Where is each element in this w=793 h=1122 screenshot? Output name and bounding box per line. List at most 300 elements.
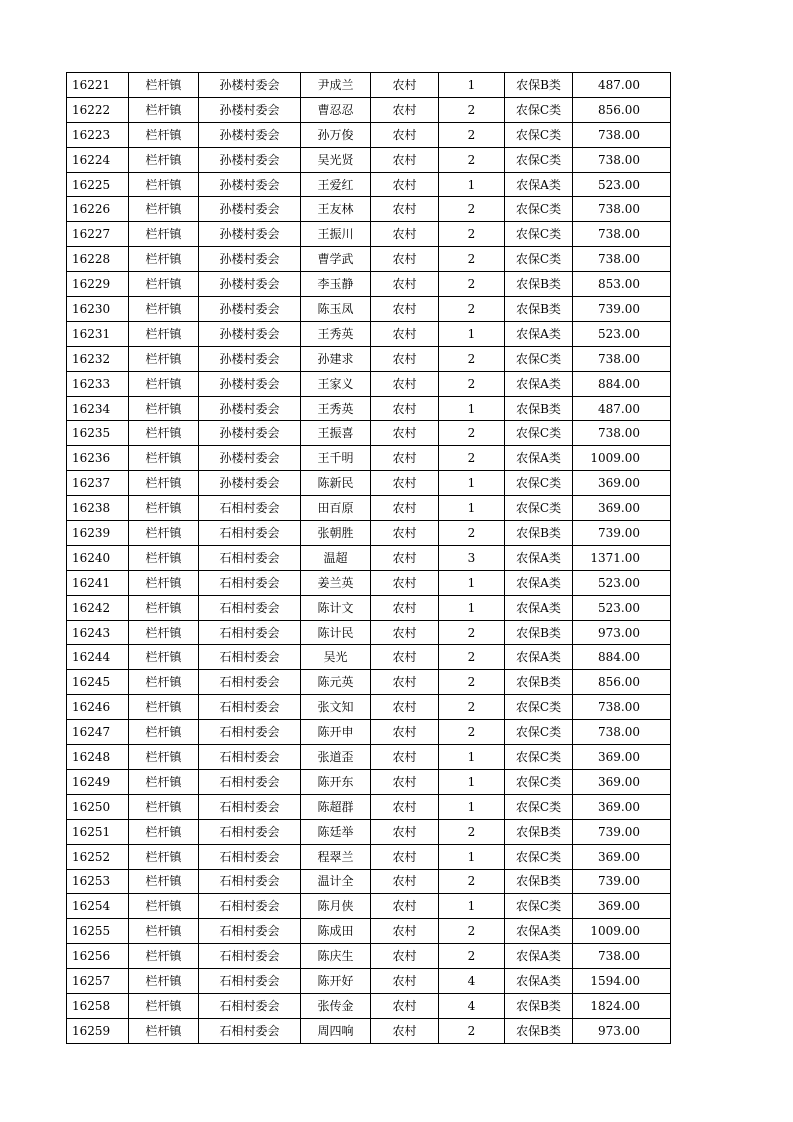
area-type-cell: 农村 [371, 172, 439, 197]
household-count-cell: 1 [439, 844, 505, 869]
household-count-cell: 1 [439, 321, 505, 346]
village-committee-cell: 孙楼村委会 [199, 197, 301, 222]
insurance-category-cell: 农保C类 [505, 769, 573, 794]
village-committee-cell: 孙楼村委会 [199, 272, 301, 297]
area-type-cell: 农村 [371, 421, 439, 446]
amount-cell: 369.00 [573, 496, 671, 521]
village-committee-cell: 石相村委会 [199, 844, 301, 869]
record-id-cell: 16228 [67, 247, 129, 272]
table-row [67, 297, 671, 322]
village-committee-cell: 孙楼村委会 [199, 147, 301, 172]
household-count-cell: 2 [439, 297, 505, 322]
village-committee-cell: 孙楼村委会 [199, 421, 301, 446]
insurance-category-cell: 农保C类 [505, 794, 573, 819]
name-cell: 温计全 [301, 869, 371, 894]
amount-cell: 973.00 [573, 620, 671, 645]
village-committee-cell: 孙楼村委会 [199, 321, 301, 346]
table-row [67, 869, 671, 894]
record-id-cell: 16252 [67, 844, 129, 869]
area-type-cell: 农村 [371, 944, 439, 969]
record-id-cell: 16244 [67, 645, 129, 670]
record-id-cell: 16251 [67, 819, 129, 844]
area-type-cell: 农村 [371, 396, 439, 421]
area-type-cell: 农村 [371, 844, 439, 869]
record-id-cell: 16242 [67, 595, 129, 620]
record-id-cell: 16236 [67, 446, 129, 471]
household-count-cell: 1 [439, 894, 505, 919]
amount-cell: 369.00 [573, 769, 671, 794]
insurance-category-cell: 农保B类 [505, 670, 573, 695]
town-cell: 栏杆镇 [129, 720, 199, 745]
town-cell: 栏杆镇 [129, 595, 199, 620]
name-cell: 程翠兰 [301, 844, 371, 869]
household-count-cell: 1 [439, 471, 505, 496]
records-table [66, 72, 671, 1044]
name-cell: 陈成田 [301, 919, 371, 944]
amount-cell: 738.00 [573, 695, 671, 720]
area-type-cell: 农村 [371, 545, 439, 570]
household-count-cell: 2 [439, 247, 505, 272]
town-cell: 栏杆镇 [129, 819, 199, 844]
area-type-cell: 农村 [371, 122, 439, 147]
town-cell: 栏杆镇 [129, 371, 199, 396]
table-row [67, 645, 671, 670]
name-cell: 吴光贤 [301, 147, 371, 172]
area-type-cell: 农村 [371, 595, 439, 620]
town-cell: 栏杆镇 [129, 197, 199, 222]
table-row [67, 819, 671, 844]
name-cell: 陈庆生 [301, 944, 371, 969]
household-count-cell: 2 [439, 919, 505, 944]
household-count-cell: 2 [439, 197, 505, 222]
village-committee-cell: 石相村委会 [199, 496, 301, 521]
name-cell: 张道歪 [301, 745, 371, 770]
town-cell: 栏杆镇 [129, 297, 199, 322]
village-committee-cell: 石相村委会 [199, 969, 301, 994]
name-cell: 陈廷举 [301, 819, 371, 844]
insurance-category-cell: 农保A类 [505, 969, 573, 994]
village-committee-cell: 石相村委会 [199, 695, 301, 720]
household-count-cell: 2 [439, 944, 505, 969]
household-count-cell: 1 [439, 496, 505, 521]
record-id-cell: 16226 [67, 197, 129, 222]
village-committee-cell: 石相村委会 [199, 869, 301, 894]
table-row [67, 421, 671, 446]
area-type-cell: 农村 [371, 570, 439, 595]
town-cell: 栏杆镇 [129, 222, 199, 247]
name-cell: 张朝胜 [301, 521, 371, 546]
name-cell: 张传金 [301, 993, 371, 1018]
household-count-cell: 1 [439, 570, 505, 595]
area-type-cell: 农村 [371, 969, 439, 994]
area-type-cell: 农村 [371, 496, 439, 521]
record-id-cell: 16232 [67, 346, 129, 371]
town-cell: 栏杆镇 [129, 745, 199, 770]
record-id-cell: 16257 [67, 969, 129, 994]
table-row [67, 695, 671, 720]
table-row [67, 197, 671, 222]
record-id-cell: 16246 [67, 695, 129, 720]
village-committee-cell: 石相村委会 [199, 720, 301, 745]
village-committee-cell: 孙楼村委会 [199, 446, 301, 471]
name-cell: 陈计文 [301, 595, 371, 620]
table-row [67, 545, 671, 570]
town-cell: 栏杆镇 [129, 645, 199, 670]
table-row [67, 595, 671, 620]
area-type-cell: 农村 [371, 272, 439, 297]
record-id-cell: 16235 [67, 421, 129, 446]
table-row [67, 122, 671, 147]
household-count-cell: 2 [439, 446, 505, 471]
area-type-cell: 农村 [371, 869, 439, 894]
insurance-category-cell: 农保A类 [505, 919, 573, 944]
village-committee-cell: 孙楼村委会 [199, 471, 301, 496]
insurance-category-cell: 农保C类 [505, 346, 573, 371]
household-count-cell: 2 [439, 122, 505, 147]
insurance-category-cell: 农保B类 [505, 73, 573, 98]
village-committee-cell: 孙楼村委会 [199, 346, 301, 371]
record-id-cell: 16253 [67, 869, 129, 894]
record-id-cell: 16258 [67, 993, 129, 1018]
village-committee-cell: 石相村委会 [199, 794, 301, 819]
household-count-cell: 1 [439, 794, 505, 819]
amount-cell: 738.00 [573, 421, 671, 446]
area-type-cell: 农村 [371, 819, 439, 844]
town-cell: 栏杆镇 [129, 396, 199, 421]
record-id-cell: 16238 [67, 496, 129, 521]
amount-cell: 1009.00 [573, 919, 671, 944]
household-count-cell: 2 [439, 421, 505, 446]
insurance-category-cell: 农保C类 [505, 844, 573, 869]
household-count-cell: 2 [439, 1018, 505, 1043]
amount-cell: 523.00 [573, 595, 671, 620]
name-cell: 陈月侠 [301, 894, 371, 919]
insurance-category-cell: 农保C类 [505, 894, 573, 919]
insurance-category-cell: 农保A类 [505, 545, 573, 570]
town-cell: 栏杆镇 [129, 73, 199, 98]
amount-cell: 739.00 [573, 869, 671, 894]
amount-cell: 738.00 [573, 944, 671, 969]
village-committee-cell: 石相村委会 [199, 769, 301, 794]
town-cell: 栏杆镇 [129, 321, 199, 346]
name-cell: 陈计民 [301, 620, 371, 645]
town-cell: 栏杆镇 [129, 670, 199, 695]
table-row [67, 769, 671, 794]
table-row [67, 321, 671, 346]
record-id-cell: 16243 [67, 620, 129, 645]
record-id-cell: 16223 [67, 122, 129, 147]
village-committee-cell: 石相村委会 [199, 595, 301, 620]
town-cell: 栏杆镇 [129, 769, 199, 794]
name-cell: 陈元英 [301, 670, 371, 695]
table-row [67, 97, 671, 122]
record-id-cell: 16256 [67, 944, 129, 969]
name-cell: 张文知 [301, 695, 371, 720]
insurance-category-cell: 农保C类 [505, 247, 573, 272]
name-cell: 李玉静 [301, 272, 371, 297]
table-row [67, 396, 671, 421]
household-count-cell: 4 [439, 993, 505, 1018]
name-cell: 王秀英 [301, 396, 371, 421]
table-row [67, 620, 671, 645]
name-cell: 尹成兰 [301, 73, 371, 98]
name-cell: 吴光 [301, 645, 371, 670]
amount-cell: 739.00 [573, 521, 671, 546]
name-cell: 孙万俊 [301, 122, 371, 147]
record-id-cell: 16231 [67, 321, 129, 346]
insurance-category-cell: 农保C类 [505, 745, 573, 770]
name-cell: 王家义 [301, 371, 371, 396]
town-cell: 栏杆镇 [129, 471, 199, 496]
name-cell: 陈超群 [301, 794, 371, 819]
village-committee-cell: 石相村委会 [199, 545, 301, 570]
area-type-cell: 农村 [371, 645, 439, 670]
amount-cell: 1824.00 [573, 993, 671, 1018]
table-row [67, 147, 671, 172]
town-cell: 栏杆镇 [129, 844, 199, 869]
name-cell: 王友林 [301, 197, 371, 222]
town-cell: 栏杆镇 [129, 97, 199, 122]
insurance-category-cell: 农保B类 [505, 396, 573, 421]
name-cell: 王千明 [301, 446, 371, 471]
record-id-cell: 16225 [67, 172, 129, 197]
town-cell: 栏杆镇 [129, 919, 199, 944]
insurance-category-cell: 农保C类 [505, 471, 573, 496]
name-cell: 王爱红 [301, 172, 371, 197]
record-id-cell: 16259 [67, 1018, 129, 1043]
area-type-cell: 农村 [371, 321, 439, 346]
household-count-cell: 2 [439, 371, 505, 396]
amount-cell: 1009.00 [573, 446, 671, 471]
amount-cell: 1594.00 [573, 969, 671, 994]
table-row [67, 371, 671, 396]
insurance-category-cell: 农保B类 [505, 297, 573, 322]
area-type-cell: 农村 [371, 222, 439, 247]
insurance-category-cell: 农保A类 [505, 645, 573, 670]
record-id-cell: 16255 [67, 919, 129, 944]
town-cell: 栏杆镇 [129, 496, 199, 521]
village-committee-cell: 孙楼村委会 [199, 73, 301, 98]
amount-cell: 523.00 [573, 172, 671, 197]
table-row [67, 670, 671, 695]
name-cell: 陈新民 [301, 471, 371, 496]
amount-cell: 739.00 [573, 819, 671, 844]
table-row [67, 894, 671, 919]
amount-cell: 739.00 [573, 297, 671, 322]
amount-cell: 884.00 [573, 645, 671, 670]
amount-cell: 369.00 [573, 844, 671, 869]
amount-cell: 369.00 [573, 471, 671, 496]
village-committee-cell: 孙楼村委会 [199, 122, 301, 147]
village-committee-cell: 孙楼村委会 [199, 97, 301, 122]
table-row [67, 720, 671, 745]
table-row [67, 446, 671, 471]
area-type-cell: 农村 [371, 670, 439, 695]
record-id-cell: 16227 [67, 222, 129, 247]
village-committee-cell: 孙楼村委会 [199, 222, 301, 247]
table-row [67, 969, 671, 994]
village-committee-cell: 石相村委会 [199, 1018, 301, 1043]
name-cell: 陈开东 [301, 769, 371, 794]
area-type-cell: 农村 [371, 620, 439, 645]
household-count-cell: 2 [439, 272, 505, 297]
town-cell: 栏杆镇 [129, 695, 199, 720]
household-count-cell: 1 [439, 595, 505, 620]
town-cell: 栏杆镇 [129, 247, 199, 272]
insurance-category-cell: 农保A类 [505, 570, 573, 595]
insurance-category-cell: 农保C类 [505, 222, 573, 247]
village-committee-cell: 石相村委会 [199, 819, 301, 844]
name-cell: 姜兰英 [301, 570, 371, 595]
records-table-body [67, 73, 671, 1044]
record-id-cell: 16245 [67, 670, 129, 695]
table-row [67, 496, 671, 521]
village-committee-cell: 孙楼村委会 [199, 396, 301, 421]
household-count-cell: 3 [439, 545, 505, 570]
amount-cell: 738.00 [573, 122, 671, 147]
amount-cell: 738.00 [573, 147, 671, 172]
household-count-cell: 2 [439, 695, 505, 720]
insurance-category-cell: 农保A类 [505, 172, 573, 197]
insurance-category-cell: 农保C类 [505, 97, 573, 122]
household-count-cell: 1 [439, 73, 505, 98]
amount-cell: 738.00 [573, 346, 671, 371]
area-type-cell: 农村 [371, 247, 439, 272]
name-cell: 田百原 [301, 496, 371, 521]
amount-cell: 738.00 [573, 222, 671, 247]
name-cell: 曹忍忍 [301, 97, 371, 122]
insurance-category-cell: 农保B类 [505, 620, 573, 645]
amount-cell: 738.00 [573, 247, 671, 272]
area-type-cell: 农村 [371, 147, 439, 172]
amount-cell: 369.00 [573, 745, 671, 770]
town-cell: 栏杆镇 [129, 346, 199, 371]
insurance-category-cell: 农保C类 [505, 496, 573, 521]
insurance-category-cell: 农保B类 [505, 1018, 573, 1043]
area-type-cell: 农村 [371, 97, 439, 122]
household-count-cell: 2 [439, 869, 505, 894]
town-cell: 栏杆镇 [129, 147, 199, 172]
village-committee-cell: 孙楼村委会 [199, 247, 301, 272]
record-id-cell: 16250 [67, 794, 129, 819]
town-cell: 栏杆镇 [129, 993, 199, 1018]
insurance-category-cell: 农保B类 [505, 521, 573, 546]
table-row [67, 272, 671, 297]
amount-cell: 1371.00 [573, 545, 671, 570]
household-count-cell: 2 [439, 670, 505, 695]
record-id-cell: 16230 [67, 297, 129, 322]
area-type-cell: 农村 [371, 1018, 439, 1043]
town-cell: 栏杆镇 [129, 969, 199, 994]
insurance-category-cell: 农保C类 [505, 147, 573, 172]
table-row [67, 745, 671, 770]
village-committee-cell: 石相村委会 [199, 894, 301, 919]
insurance-category-cell: 农保A类 [505, 371, 573, 396]
insurance-category-cell: 农保B类 [505, 819, 573, 844]
record-id-cell: 16241 [67, 570, 129, 595]
village-committee-cell: 石相村委会 [199, 521, 301, 546]
record-id-cell: 16229 [67, 272, 129, 297]
town-cell: 栏杆镇 [129, 521, 199, 546]
household-count-cell: 1 [439, 745, 505, 770]
village-committee-cell: 石相村委会 [199, 993, 301, 1018]
record-id-cell: 16221 [67, 73, 129, 98]
amount-cell: 523.00 [573, 321, 671, 346]
record-id-cell: 16237 [67, 471, 129, 496]
village-committee-cell: 石相村委会 [199, 620, 301, 645]
town-cell: 栏杆镇 [129, 894, 199, 919]
table-row [67, 172, 671, 197]
insurance-category-cell: 农保C类 [505, 421, 573, 446]
village-committee-cell: 石相村委会 [199, 570, 301, 595]
amount-cell: 853.00 [573, 272, 671, 297]
household-count-cell: 4 [439, 969, 505, 994]
household-count-cell: 2 [439, 521, 505, 546]
household-count-cell: 2 [439, 346, 505, 371]
name-cell: 周四响 [301, 1018, 371, 1043]
table-row [67, 944, 671, 969]
name-cell: 曹学武 [301, 247, 371, 272]
town-cell: 栏杆镇 [129, 620, 199, 645]
area-type-cell: 农村 [371, 769, 439, 794]
insurance-category-cell: 农保B类 [505, 272, 573, 297]
household-count-cell: 1 [439, 396, 505, 421]
household-count-cell: 2 [439, 645, 505, 670]
insurance-category-cell: 农保C类 [505, 695, 573, 720]
name-cell: 陈玉凤 [301, 297, 371, 322]
table-row [67, 73, 671, 98]
record-id-cell: 16248 [67, 745, 129, 770]
amount-cell: 856.00 [573, 670, 671, 695]
area-type-cell: 农村 [371, 346, 439, 371]
town-cell: 栏杆镇 [129, 122, 199, 147]
insurance-category-cell: 农保A类 [505, 446, 573, 471]
household-count-cell: 1 [439, 769, 505, 794]
town-cell: 栏杆镇 [129, 446, 199, 471]
record-id-cell: 16234 [67, 396, 129, 421]
record-id-cell: 16224 [67, 147, 129, 172]
amount-cell: 369.00 [573, 894, 671, 919]
amount-cell: 369.00 [573, 794, 671, 819]
insurance-category-cell: 农保C类 [505, 197, 573, 222]
name-cell: 王振川 [301, 222, 371, 247]
insurance-category-cell: 农保C类 [505, 720, 573, 745]
village-committee-cell: 石相村委会 [199, 745, 301, 770]
table-row [67, 919, 671, 944]
name-cell: 温超 [301, 545, 371, 570]
amount-cell: 487.00 [573, 73, 671, 98]
record-id-cell: 16233 [67, 371, 129, 396]
household-count-cell: 2 [439, 222, 505, 247]
area-type-cell: 农村 [371, 471, 439, 496]
town-cell: 栏杆镇 [129, 272, 199, 297]
town-cell: 栏杆镇 [129, 1018, 199, 1043]
household-count-cell: 2 [439, 147, 505, 172]
household-count-cell: 2 [439, 819, 505, 844]
table-row [67, 471, 671, 496]
insurance-category-cell: 农保A类 [505, 944, 573, 969]
area-type-cell: 农村 [371, 993, 439, 1018]
village-committee-cell: 孙楼村委会 [199, 297, 301, 322]
village-committee-cell: 孙楼村委会 [199, 172, 301, 197]
table-row [67, 844, 671, 869]
record-id-cell: 16222 [67, 97, 129, 122]
record-id-cell: 16240 [67, 545, 129, 570]
table-row [67, 1018, 671, 1043]
table-row [67, 570, 671, 595]
insurance-category-cell: 农保A类 [505, 321, 573, 346]
table-row [67, 222, 671, 247]
